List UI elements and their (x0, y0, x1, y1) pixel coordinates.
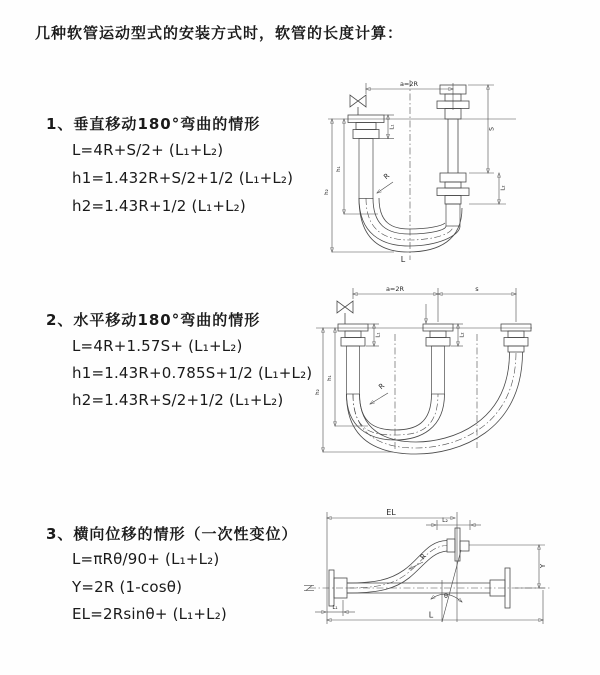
dim-label-l1: L₁ (375, 332, 382, 338)
dim-label-l1: L₁ (332, 605, 338, 611)
left-fitting (348, 115, 384, 199)
formula-line: h2=1.43R+1/2 (L₁+L₂) (72, 197, 246, 215)
valve-icon (350, 95, 366, 115)
formula-line: h2=1.43R+S/2+1/2 (L₁+L₂) (72, 391, 284, 409)
dim-label-l2: L₂ (442, 517, 448, 524)
dim-label-r: R (377, 381, 387, 392)
dimension-l2 (426, 517, 481, 530)
hose-curves (347, 352, 523, 454)
dim-label-theta: θ (444, 592, 448, 600)
formula-line: h1=1.432R+S/2+1/2 (L₁+L₂) (72, 169, 294, 187)
formula-line: L=4R+S/2+ (L₁+L₂) (72, 141, 224, 159)
dim-label-r: R (382, 171, 392, 182)
hose-curves (347, 541, 447, 594)
middle-fitting (423, 324, 453, 394)
dim-label-h2: h₂ (315, 389, 321, 395)
dim-label-l2: L₂ (500, 185, 507, 191)
section-1-heading: 1、垂直移动180°弯曲的情形 (46, 115, 261, 133)
dim-label-r: R (418, 552, 429, 562)
dimension-y (469, 545, 547, 588)
radius-callout (377, 172, 393, 193)
dim-label-l1: L₁ (389, 124, 396, 130)
dim-label-a2r: a=2R (385, 285, 405, 293)
section-2-heading: 2、水平移动180°弯曲的情形 (46, 311, 261, 329)
left-fitting (338, 324, 368, 394)
diagram-vertical-u-bend (298, 74, 598, 266)
right-fitting-lower (437, 173, 469, 226)
dimension-l1 (315, 600, 355, 616)
dim-label-h1: h₁ (327, 375, 333, 381)
dimension-s (438, 285, 516, 322)
formula-line: h1=1.43R+0.785S+1/2 (L₁+L₂) (72, 364, 313, 382)
dimension-l1 (379, 115, 396, 139)
dimension-l2 (469, 173, 507, 204)
page-title: 几种软管运动型式的安装方式时，软管的长度计算： (35, 24, 404, 42)
formula-line: L=4R+1.57S+ (L₁+L₂) (72, 337, 243, 355)
diagram-lateral-displacement (295, 498, 600, 650)
dimension-h1 (336, 119, 378, 214)
upper-flange (447, 528, 469, 561)
dimension-s (468, 85, 496, 173)
dim-label-y: Y (539, 563, 547, 569)
dimension-el (327, 508, 455, 518)
valve-icon (337, 301, 353, 324)
formula-line: L=πRθ/90+ (L₁+L₂) (72, 550, 220, 568)
dimension-a2r (366, 80, 453, 110)
formula-line: Y=2R (1-cosθ) (72, 578, 183, 596)
radius-callout (370, 382, 388, 404)
dim-label-el: EL (386, 508, 396, 517)
section-3-heading: 3、横向位移的情形（一次性变位） (46, 525, 298, 543)
dim-label-s: S (488, 127, 496, 131)
dim-label-h1: h₁ (336, 166, 342, 172)
hose-curves (359, 198, 462, 252)
dim-label-l2: L₂ (459, 332, 466, 338)
diagram-horizontal-u-bend (298, 280, 598, 458)
dimension-a2r (353, 285, 438, 322)
dim-label-s: s (475, 285, 479, 293)
formula-line: EL=2Rsinθ+ (L₁+L₂) (72, 605, 227, 623)
radius-callout (409, 552, 428, 569)
dim-label-L: L (400, 255, 406, 264)
dim-label-L: L (428, 610, 434, 620)
dim-label-h2: h₂ (324, 189, 330, 195)
dimension-L (327, 590, 543, 624)
dim-label-a2r: a=2R (399, 80, 419, 88)
